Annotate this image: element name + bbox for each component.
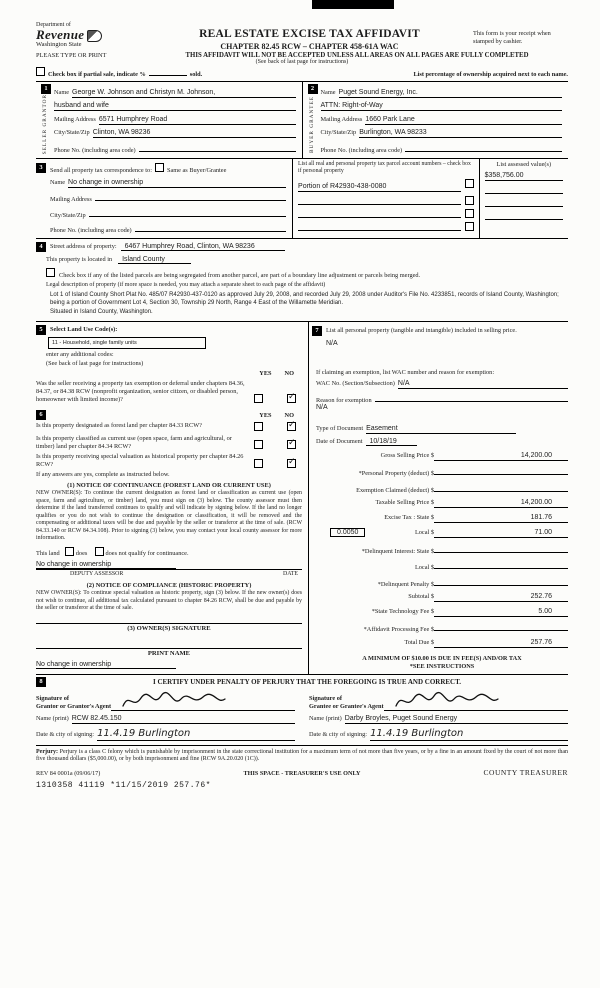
section-7-badge: 7 xyxy=(312,326,322,336)
corr-address-input[interactable] xyxy=(95,192,286,201)
notice-continuance-text: NEW OWNER(S): To continue the current designation as forest land or classification as current use (open space, farm and agriculture, or timber) land, you must sign on (3) below. The county assessor must then determine if the land transferred continues to qualify and will indicate by signing below. If the land no longer qualifies or you do not wish to continue the designation or classification, it will be removed and the compensating or additional taxes will be due and payable by the seller or transferor at the time of sale. (RCW 84.33.140 or RCW 84.34.108). Prior to signing (3) below, you may contact your local county assessor for more information. xyxy=(36,490,302,542)
situated-text: Situated in Island County, Washington. xyxy=(50,309,153,316)
section-4-badge: 4 xyxy=(36,242,46,252)
does-not-label: does not qualify for continuance. xyxy=(105,550,189,557)
money-row: *Personal Property (deduct) $ xyxy=(316,466,568,477)
money-row: 0.0050 Local $ 71.00 xyxy=(316,528,568,538)
assessed-value-input-4[interactable] xyxy=(485,211,563,220)
treasurer-space-label: THIS SPACE - TREASURER'S USE ONLY xyxy=(243,770,361,778)
money-row: Gross Selling Price $ 14,200.00 xyxy=(316,452,568,461)
assessed-value-header: List assessed value(s) xyxy=(496,161,552,169)
buyer-address-input[interactable]: 1660 Park Lane xyxy=(365,116,562,125)
money-row: Total Due $ 257.76 xyxy=(316,639,568,648)
money-row: *State Technology Fee $ 5.00 xyxy=(316,608,568,617)
yes-no-header-2: YES NO xyxy=(259,411,294,419)
this-land-label: This land xyxy=(36,550,60,557)
additional-codes-label: enter any additional codes: xyxy=(46,351,114,359)
grantor-signature-block xyxy=(36,690,309,741)
owners-signature-label: (3) OWNER(S) SIGNATURE xyxy=(127,624,211,632)
corr-name-input[interactable]: No change in ownership xyxy=(68,179,286,188)
grantor-signature-label: Signature of Grantor or Grantor's Agent xyxy=(36,694,112,710)
land-use-label: Select Land Use Code(s): xyxy=(50,326,118,334)
state-technology-fee-input[interactable]: 5.00 xyxy=(434,608,568,617)
minimum-due-note: A MINIMUM OF $10.00 IS DUE IN FEE(S) AND/OR TAX xyxy=(362,654,522,662)
buyer-csz-label: City/State/Zip xyxy=(320,129,357,136)
grantee-date-label: Date & city of signing: xyxy=(309,730,368,738)
if-yes-note: If any answers are yes, complete as instructed below. xyxy=(36,471,170,479)
parties-section xyxy=(36,82,568,159)
section-3-badge: 3 xyxy=(36,163,46,173)
seller-name-label: Name xyxy=(54,88,70,96)
located-in-label: This property is located in xyxy=(46,256,113,264)
acceptance-warning: THIS AFFIDAVIT WILL NOT BE ACCEPTED UNLESS ALL AREAS ON ALL PAGES ARE FULLY COMPLETED xyxy=(185,52,529,59)
does-not-checkbox[interactable] xyxy=(95,547,104,556)
grantor-print-input[interactable]: RCW 82.45.150 xyxy=(72,715,295,724)
assessed-value-input-3[interactable] xyxy=(485,198,563,207)
seller-csz-input[interactable]: Clinton, WA 98236 xyxy=(93,129,296,138)
land-use-code-input[interactable]: 11 - Household, single family units xyxy=(48,337,206,349)
buyer-phone-label: Phone No. (including area code) xyxy=(320,146,403,154)
forest-land-question-row xyxy=(36,422,302,432)
cashier-stamp: 1310358 41119 *11/15/2019 257.76* xyxy=(36,781,211,791)
street-address-input[interactable]: 6467 Humphrey Road, Clinton, WA 98236 xyxy=(121,243,285,251)
revenue-wordmark: Revenue xyxy=(36,28,146,42)
dept-line: Department of xyxy=(36,22,71,28)
please-type-or-print: PLEASE TYPE OR PRINT xyxy=(36,52,107,59)
corr-name-label: Name xyxy=(50,178,66,186)
yes-no-header-1: YES NO xyxy=(259,370,294,378)
parcel-personal-checkbox-2[interactable] xyxy=(465,196,474,205)
notice-compliance-title: (2) NOTICE OF COMPLIANCE (HISTORIC PROPERTY) xyxy=(86,582,252,589)
notice-compliance-text: NEW OWNER(S): To continue special valuation as historic property, sign (3) below. If the new owner(s) does not wish to continue, all additional tax calculated pursuant to chapter 84.26 RCW, shall be due and payable by the seller or transferor at the time of sale. xyxy=(36,590,302,612)
located-in-input[interactable]: Island County xyxy=(118,256,191,264)
buyer-attn-input[interactable]: ATTN: Right-of-Way xyxy=(321,102,563,111)
personal-property-label: List all personal property (tangible and intangible) included in selling price. xyxy=(326,327,517,335)
reason-exemption-label: Reason for exemption xyxy=(316,397,372,405)
parcel-number-input-2[interactable] xyxy=(298,196,461,205)
buyer-side-label: BUYER GRANTEE xyxy=(308,95,315,153)
percent-field[interactable] xyxy=(149,75,187,76)
deferral-question-row xyxy=(36,380,302,404)
seller-side-label: SELLER GRANTOR xyxy=(42,94,49,155)
notice-continuance-title: (1) NOTICE OF CONTINUANCE (FOREST LAND OR CURRENT USE) xyxy=(67,482,271,490)
seller-name-input[interactable]: George W. Johnson and Christyn M. Johnson, xyxy=(72,89,295,98)
current-use-no-checkbox[interactable] xyxy=(287,440,296,449)
corr-address-label: Mailing Address xyxy=(50,196,92,204)
section-8-badge: 8 xyxy=(36,677,46,687)
compliance-no-change: No change in ownership xyxy=(36,661,302,669)
grantor-print-label: Name (print) xyxy=(36,714,69,722)
partial-sale-label: Check box if partial sale, indicate % xyxy=(48,71,146,78)
buyer-csz-input[interactable]: Burlington, WA 98233 xyxy=(359,129,562,138)
footer-row xyxy=(36,768,568,777)
corr-phone-label: Phone No. (including area code) xyxy=(50,227,132,235)
send-correspondence-label: Send all property tax correspondence to: xyxy=(50,167,152,175)
delinquent-interest-state-input[interactable] xyxy=(434,544,568,553)
deferral-no-checkbox[interactable] xyxy=(287,394,296,403)
personal-property-deduct-input[interactable] xyxy=(434,466,568,475)
sold-label: sold. xyxy=(189,71,203,78)
parcel-number-input[interactable]: Portion of R42930-438-0080 xyxy=(298,183,461,192)
parcel-number-input-3[interactable] xyxy=(298,209,461,218)
parcel-numbers-header: List all real and personal property tax parcel account numbers – check box if personal property xyxy=(298,161,471,175)
does-checkbox[interactable] xyxy=(65,547,74,556)
deputy-date-label: DATE xyxy=(282,571,298,577)
assessed-value-input-2[interactable] xyxy=(485,185,563,194)
historic-yes-checkbox[interactable] xyxy=(254,459,263,468)
grantor-date-label: Date & city of signing: xyxy=(36,730,95,738)
grantee-signature-icon xyxy=(392,690,502,712)
delinquent-penalty-input[interactable] xyxy=(434,577,568,586)
instruction-row xyxy=(36,52,568,59)
corr-csz-label: City/State/Zip xyxy=(50,211,86,219)
forest-no-checkbox[interactable] xyxy=(287,422,296,431)
seller-name-input-2[interactable]: husband and wife xyxy=(54,102,296,111)
grantor-signature-field[interactable] xyxy=(111,690,295,711)
segregated-label: Check box if any of the listed parcels are being segregated from another parcel, are part of a boundary line adjustment or parcels being merged. xyxy=(59,272,421,280)
wac-no-label: WAC No. (Section/Subsection) xyxy=(316,380,395,388)
historic-question-row xyxy=(36,453,302,469)
reason-exemption-value[interactable]: N/A xyxy=(316,404,328,412)
receipt-note: This form is your receipt when stamped by cashier. xyxy=(473,30,551,46)
money-row: Local $ xyxy=(316,560,568,571)
seller-address-label: Mailing Address xyxy=(54,115,96,123)
scan-artifact-bar xyxy=(312,0,394,9)
current-use-question: Is this property classified as current use (open space, farm and agricultural, or timber) land per chapter 84.34 RCW? xyxy=(36,434,232,450)
forest-land-question: Is this property designated as forest land per chapter 84.33 RCW? xyxy=(36,421,202,429)
parcel-personal-checkbox-3[interactable] xyxy=(465,209,474,218)
historic-question: Is this property receiving special valuation as historical property per chapter 84.26 RCW? xyxy=(36,453,244,469)
money-row: Exemption Claimed (deduct) $ xyxy=(316,483,568,494)
doc-type-label: Type of Document xyxy=(316,425,364,433)
buyer-name-input[interactable]: Puget Sound Energy, Inc. xyxy=(339,89,562,98)
form-header xyxy=(36,22,568,51)
total-due-input[interactable]: 257.76 xyxy=(434,639,568,648)
perjury-notice: Perjury: Perjury is a class C felony which is punishable by imprisonment in the state correctional institution for a maximum term of not more than five years, or by a fine in an amount fixed by the court of not more than five thousand dollars ($5,000.00), or by both imprisonment and fine (RCW 9A.20.020 (1C)). xyxy=(36,748,569,763)
segregated-checkbox[interactable] xyxy=(46,268,55,277)
forest-yes-checkbox[interactable] xyxy=(254,422,263,431)
deputy-assessor-label: DEPUTY ASSESSOR xyxy=(70,571,124,577)
section-2-badge: 2 xyxy=(308,84,318,94)
same-as-buyer-label: Same as Buyer/Grantee xyxy=(166,167,227,175)
legal-description-text: Lot 1 of Island County Short Plat No. 485/07 R42930-437-0120 as approved July 29, 2008, and recorded July 29, 2008 under Auditor's File No. 4233851, records of Island County, Washington; being a portion of Government Lot 4, Section 30, Township 29 North, Range 4 East of the Willamette Meridian. xyxy=(50,291,559,306)
see-back-note-2: (See back of last page for instructions) xyxy=(46,360,144,368)
affidavit-processing-fee-input[interactable] xyxy=(434,622,568,631)
state-flag-icon xyxy=(87,30,102,42)
form-title: REAL ESTATE EXCISE TAX AFFIDAVIT xyxy=(199,28,420,40)
money-row: *Delinquent Penalty $ xyxy=(316,577,568,588)
money-row: *Affidavit Processing Fee $ xyxy=(316,622,568,633)
parcel-personal-checkbox-4[interactable] xyxy=(465,222,474,231)
delinquent-interest-local-input[interactable] xyxy=(434,560,568,569)
dor-logo xyxy=(36,22,146,49)
local-rate-box: 0.0050 xyxy=(330,528,365,537)
assessed-value-input[interactable]: $358,756.00 xyxy=(485,172,563,181)
section-6-badge: 6 xyxy=(36,410,46,420)
deferral-question: Was the seller receiving a property tax exemption or deferral under chapters 84.36, 84.37, or 84.38 RCW (nonprofit organization, senior citizen, or disabled person, homeowner with limited income)? xyxy=(36,380,245,403)
print-name-rule xyxy=(36,648,302,649)
wac-no-input[interactable]: N/A xyxy=(398,380,568,389)
parcel-number-input-4[interactable] xyxy=(298,222,461,231)
grantee-signature-block xyxy=(309,690,568,741)
taxable-selling-price-input[interactable]: 14,200.00 xyxy=(434,499,568,508)
buyer-phone-input[interactable] xyxy=(405,143,562,152)
personal-property-input[interactable]: N/A xyxy=(326,340,338,348)
property-description-section xyxy=(36,239,568,322)
county-treasurer-label: COUNTY TREASURER xyxy=(483,768,568,778)
subtotal-input[interactable]: 252.76 xyxy=(434,593,568,602)
grantee-signature-label: Signature of Grantee or Grantee's Agent xyxy=(309,694,384,710)
current-use-yes-checkbox[interactable] xyxy=(254,440,263,449)
doc-type-input[interactable]: Easement xyxy=(366,425,516,434)
land-qualify-row xyxy=(36,547,302,557)
historic-no-checkbox[interactable] xyxy=(287,459,296,468)
street-address-label: Street address of property: xyxy=(50,243,117,251)
left-column xyxy=(36,322,309,674)
tax-correspondence-section xyxy=(36,159,568,239)
seller-phone-input[interactable] xyxy=(139,143,296,152)
money-row: Excise Tax : State $ 181.76 xyxy=(316,514,568,523)
buyer-name-label: Name xyxy=(320,88,336,96)
money-row: Taxable Selling Price $ 14,200.00 xyxy=(316,499,568,508)
grantee-print-input[interactable]: Darby Broyles, Puget Sound Energy xyxy=(345,715,568,724)
certification-section xyxy=(36,675,568,746)
legal-description-label: Legal description of property (if more space is needed, you may attach a separate sheet to each page of the affidavit) xyxy=(46,282,326,289)
reason-exemption-input[interactable] xyxy=(375,393,568,402)
right-column xyxy=(309,322,568,674)
continuance-no-change: No change in ownership xyxy=(36,561,302,569)
same-as-buyer-checkbox[interactable] xyxy=(155,163,164,172)
seller-address-input[interactable]: 6571 Humphrey Road xyxy=(99,116,296,125)
title-block xyxy=(146,22,473,51)
see-back-note: (See back of last page for instructions) xyxy=(255,59,349,65)
parcel-personal-checkbox-1[interactable] xyxy=(465,179,474,188)
washington-state-line: Washington State xyxy=(36,41,82,49)
partial-sale-checkbox[interactable] xyxy=(36,67,45,76)
exemption-claimed-input[interactable] xyxy=(434,483,568,492)
seller-csz-label: City/State/Zip xyxy=(54,129,90,136)
rev-number: REV 84 0001a (09/06/17) xyxy=(36,770,101,778)
grantee-signature-field[interactable] xyxy=(384,690,568,711)
main-columns xyxy=(36,322,568,675)
excise-tax-local-input[interactable]: 71.00 xyxy=(434,529,568,538)
certify-statement: I CERTIFY UNDER PENALTY OF PERJURY THAT THE FOREGOING IS TRUE AND CORRECT. xyxy=(152,677,461,686)
section-5-badge: 5 xyxy=(36,325,46,335)
deputy-assessor-line xyxy=(36,569,302,578)
does-label: does xyxy=(75,550,88,557)
grantor-signature-icon xyxy=(119,690,229,712)
owner-signature-rule xyxy=(36,623,302,624)
see-instructions-note: *SEE INSTRUCTIONS xyxy=(409,662,475,670)
buyer-section xyxy=(302,82,569,158)
grantee-date-input[interactable]: 11.4.19 Burlington xyxy=(370,728,568,741)
deferral-yes-checkbox[interactable] xyxy=(254,394,263,403)
corr-phone-input[interactable] xyxy=(135,223,286,232)
partial-sale-row xyxy=(36,67,568,82)
grantor-date-input[interactable]: 11.4.19 Burlington xyxy=(97,728,295,741)
exemption-label: If claiming an exemption, list WAC number and reason for exemption: xyxy=(316,369,495,377)
doc-date-input[interactable]: 10/18/19 xyxy=(366,438,417,446)
money-row: Subtotal $ 252.76 xyxy=(316,593,568,602)
seller-phone-label: Phone No. (including area code) xyxy=(54,146,136,154)
gross-selling-price-input[interactable]: 14,200.00 xyxy=(434,452,568,461)
corr-csz-input[interactable] xyxy=(89,208,286,217)
print-name-label: PRINT NAME xyxy=(147,649,191,657)
money-row: *Delinquent Interest: State $ xyxy=(316,544,568,555)
grantee-print-label: Name (print) xyxy=(309,714,342,722)
excise-tax-state-input[interactable]: 181.76 xyxy=(434,514,568,523)
current-use-question-row xyxy=(36,435,302,451)
form-chapter: CHAPTER 82.45 RCW – CHAPTER 458-61A WAC xyxy=(220,42,399,51)
section-1-badge: 1 xyxy=(41,84,51,94)
seller-section xyxy=(36,82,302,158)
ownership-percent-note: List percentage of ownership acquired next to each name. xyxy=(413,71,568,78)
buyer-address-label: Mailing Address xyxy=(320,115,363,123)
doc-date-label: Date of Document xyxy=(316,438,363,446)
